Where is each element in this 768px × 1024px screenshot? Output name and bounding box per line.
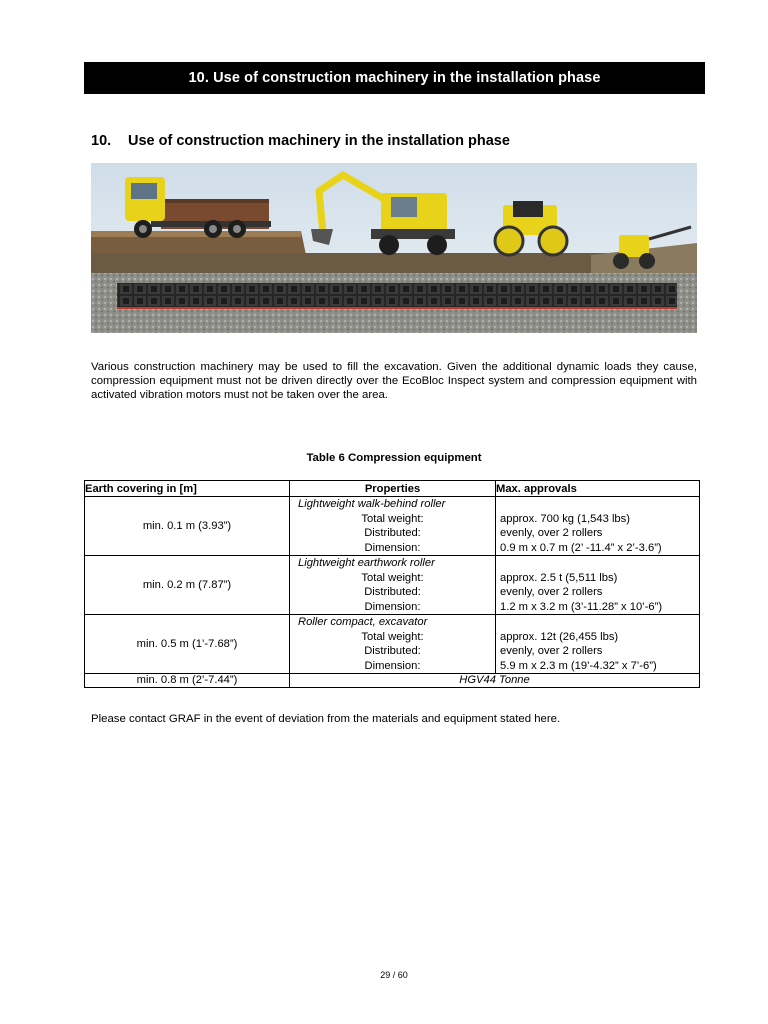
- property-label: Distributed:: [364, 527, 421, 539]
- compression-equipment-table: [84, 480, 700, 688]
- intro-paragraph: Various construction machinery may be used to fill the excavation. Given the additional dynamic loads they cause, compression equipment must not be driven directly over the EcoBloc Inspect system and compression equipment with activated vibration motors must not be taken over the area.: [91, 361, 697, 401]
- property-label: Total weight:: [361, 571, 424, 584]
- table-row: [85, 615, 700, 674]
- properties-cell: [290, 615, 496, 674]
- equipment-category: Lightweight earthwork roller: [298, 557, 435, 569]
- table-caption: Table 6 Compression equipment: [306, 452, 482, 464]
- earth-covering-cell: min. 0.8 m (2’-7.44”): [85, 674, 290, 688]
- max-approvals-cell: [496, 615, 700, 674]
- page-number: 29 / 60: [380, 970, 408, 980]
- header-earth-covering: Earth covering in [m]: [85, 481, 290, 497]
- header-properties: Properties: [290, 481, 496, 497]
- table-header-row: [85, 481, 700, 497]
- approval-value: 0.9 m x 0.7 m (2’ -11.4” x 2’-3.6”): [500, 541, 662, 554]
- approval-value: 1.2 m x 3.2 m (3’-11.28” x 10’-6”): [500, 600, 663, 613]
- approval-value: 5.9 m x 2.3 m (19’-4.32” x 7’-6”): [500, 659, 657, 672]
- approval-value: evenly, over 2 rollers: [500, 645, 603, 657]
- equipment-category: Lightweight walk-behind roller: [298, 498, 446, 510]
- property-label: Total weight:: [361, 630, 424, 643]
- section-title: Use of construction machinery in the installation phase: [128, 133, 510, 149]
- properties-cell: [290, 497, 496, 556]
- approval-value: approx. 12t (26,455 lbs): [500, 630, 619, 643]
- approval-value: approx. 700 kg (1,543 lbs): [500, 512, 630, 525]
- earth-covering-cell: min. 0.1 m (3.93”): [85, 497, 290, 556]
- property-label: Dimension:: [364, 541, 421, 554]
- properties-cell: [290, 556, 496, 615]
- approval-value: approx. 2.5 t (5,511 lbs): [500, 571, 618, 584]
- approval-value: evenly, over 2 rollers: [500, 586, 603, 598]
- property-label: Total weight:: [361, 512, 424, 525]
- section-heading: [91, 133, 510, 149]
- table-row: [85, 556, 700, 615]
- property-label: Dimension:: [364, 659, 421, 672]
- max-approvals-cell: [496, 497, 700, 556]
- header-title: 10. Use of construction machinery in the installation phase: [188, 70, 601, 86]
- table-row: [85, 674, 700, 688]
- table-row: [85, 497, 700, 556]
- contact-note: Please contact GRAF in the event of deviation from the materials and equipment stated here.: [91, 713, 561, 725]
- max-approvals-cell: [496, 556, 700, 615]
- header-max-approvals: Max. approvals: [496, 481, 700, 497]
- page-header-bar: [84, 62, 705, 94]
- approval-value: evenly, over 2 rollers: [500, 527, 603, 539]
- hgv-cell: HGV44 Tonne: [290, 674, 700, 688]
- earth-covering-cell: min. 0.2 m (7.87”): [85, 556, 290, 615]
- property-label: Distributed:: [364, 645, 421, 657]
- equipment-category: Roller compact, excavator: [298, 616, 428, 628]
- earth-covering-cell: min. 0.5 m (1’-7.68”): [85, 615, 290, 674]
- section-number: 10.: [91, 133, 112, 149]
- construction-machinery-illustration: [91, 163, 697, 333]
- property-label: Distributed:: [364, 586, 421, 598]
- property-label: Dimension:: [364, 600, 421, 613]
